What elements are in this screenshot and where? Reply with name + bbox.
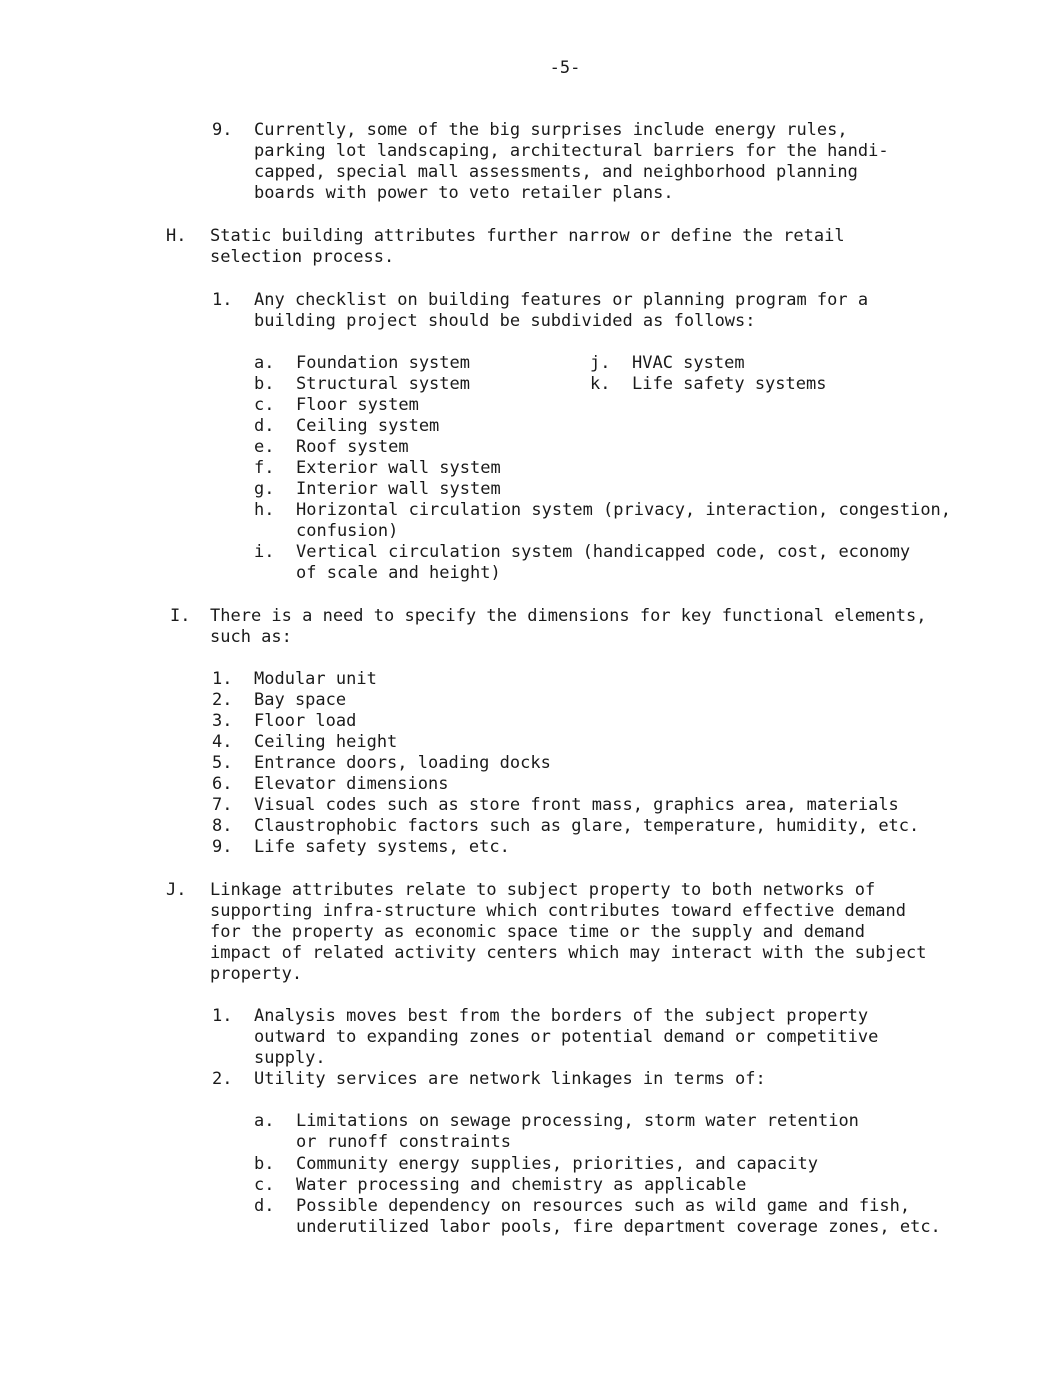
item-text: Elevator dimensions [254,774,449,794]
item-text: Entrance doors, loading docks [254,753,551,773]
item-label: 8. [212,816,233,836]
item-text: Utility services are network linkages in terms of: [254,1069,766,1089]
item-text: Community energy supplies, priorities, and capacity [296,1154,818,1174]
item-label: i. [254,542,275,562]
item-text: Possible dependency on resources such as wild game and fish, underutilized labor pools, fire department coverage zones, etc. [296,1196,941,1237]
item-text: Interior wall system [296,479,501,499]
item-label: 9. [212,120,233,140]
item-label: d. [254,416,275,436]
item-text: Roof system [296,437,409,457]
item-text: Structural system [296,374,470,394]
item-label: d. [254,1196,275,1216]
item-text: Claustrophobic factors such as glare, temperature, humidity, etc. [254,816,920,836]
item-label: 9. [212,837,233,857]
section-label: I. [170,606,191,626]
item-text: Vertical circulation system (handicapped code, cost, economy of scale and height) [296,542,911,583]
item-text: Life safety systems, etc. [254,837,510,857]
item-text: Analysis moves best from the borders of the subject property outward to expanding zones or potential demand or competitive supply. [254,1006,879,1068]
section-text: Linkage attributes relate to subject property to both networks of supporting infra-structure which contributes toward effective demand for the property as economic space time or the supply and demand impact of related activity centers which may interact with the subject property. [210,880,927,984]
item-label: 1. [212,1006,233,1026]
item-text: Foundation system [296,353,470,373]
item-text: HVAC system [632,353,745,373]
item-text: Visual codes such as store front mass, graphics area, materials [254,795,899,815]
item-text: Floor system [296,395,419,415]
item-text: Ceiling height [254,732,398,752]
section-text: There is a need to specify the dimensions for key functional elements, such as: [210,606,927,647]
item-label: 1. [212,669,233,689]
page-number: -5- [549,58,581,78]
item-label: h. [254,500,275,520]
item-label: 7. [212,795,233,815]
item-label: b. [254,374,275,394]
section-text: Static building attributes further narrow or define the retail selection process. [210,226,845,267]
section-label: J. [166,880,187,900]
item-label: c. [254,395,275,415]
item-text: Floor load [254,711,357,731]
item-label: g. [254,479,275,499]
item-text: Modular unit [254,669,377,689]
item-label: 2. [212,690,233,710]
item-text: Bay space [254,690,347,710]
item-label: 2. [212,1069,233,1089]
item-label: 6. [212,774,233,794]
item-label: k. [590,374,611,394]
item-label: 5. [212,753,233,773]
section-label: H. [166,226,187,246]
item-label: j. [590,353,611,373]
item-label: a. [254,353,275,373]
item-text: Any checklist on building features or planning program for a building project should be subdivided as follows: [254,290,869,331]
item-label: f. [254,458,275,478]
item-text: Limitations on sewage processing, storm water retention or runoff constraints [296,1111,859,1152]
item-text: Horizontal circulation system (privacy, interaction, congestion, confusion) [296,500,952,541]
item-label: c. [254,1175,275,1195]
item-label: e. [254,437,275,457]
item-text: Currently, some of the big surprises include energy rules, parking lot landscaping, architectural barriers for the handi- capped, special mall assessments, and neighborhood planning boards with power to veto retailer plans. [254,120,889,203]
item-label: 3. [212,711,233,731]
item-label: a. [254,1111,275,1131]
item-label: b. [254,1154,275,1174]
item-text: Exterior wall system [296,458,501,478]
item-text: Life safety systems [632,374,827,394]
item-label: 1. [212,290,233,310]
item-text: Ceiling system [296,416,440,436]
item-text: Water processing and chemistry as applicable [296,1175,747,1195]
item-label: 4. [212,732,233,752]
